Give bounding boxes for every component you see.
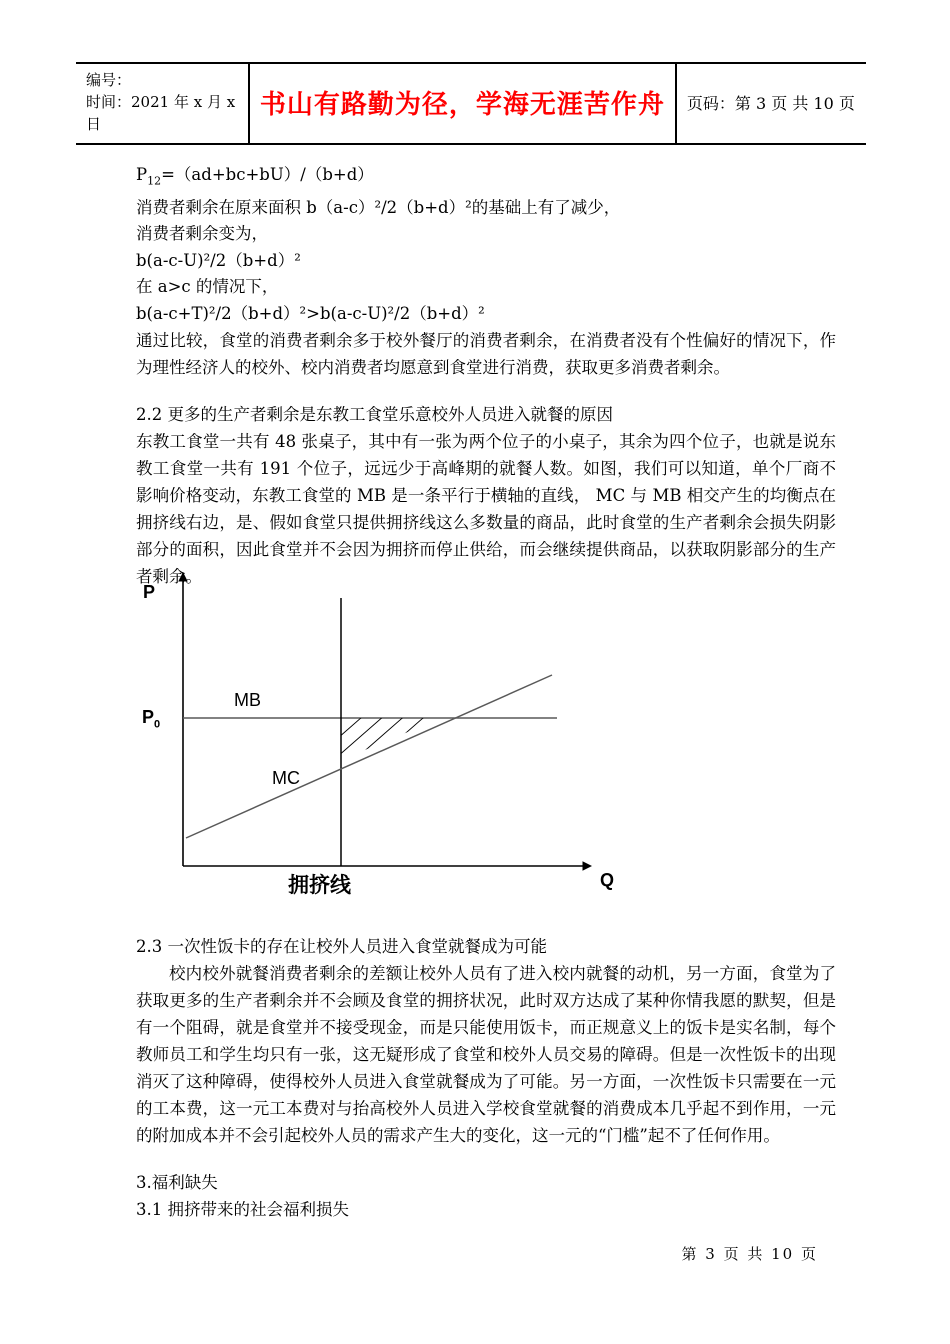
paragraph-3: 校内校外就餐消费者剩余的差额让校外人员有了进入校内就餐的动机，另一方面，食堂为了获取更多的生产者剩余并不会顾及食堂的拥挤状况，此时双方达成了某种你情我愿的默契，但是有一个阻碍，就是食堂并不接受现金，而是只能使用饭卡，而正规意义上的饭卡是实名制，每个教师员工和学生均只有一张，这无疑形成了食堂和校外人员交易的障碍。但是一次性饭卡的出现消灭了这种障碍，使得校外人员进入食堂就餐成为了可能。另一方面，一次性饭卡只需要在一元的工本费，这一元工本费对与抬高校外人员进入学校食堂就餐的消费成本几乎起不到作用，一元的附加成本并不会引起校外人员的需求产生大的变化，这一元的“门槛”起不了任何作用。 bbox=[136, 964, 836, 1145]
chart-mc-label: MC bbox=[272, 768, 300, 788]
header-slogan: 书山有路勤为径，学海无涯苦作舟 bbox=[259, 90, 665, 121]
chart-price-label-subscript: 0 bbox=[154, 718, 161, 731]
text-line-3: 消费者剩余变为， bbox=[136, 224, 268, 244]
header-time-label: 时间：2021 年 x 月 x 日 bbox=[86, 92, 236, 133]
paragraph-2: 东教工食堂一共有 48 张桌子，其中有一张为两个位子的小桌子，其余为四个位子，也就是说东教工食堂一共有 191 个位子，远远少于高峰期的就餐人数。如图，我们可以知道，单个厂商不影响价格变动，东教工食堂的 MB 是一条平行于横轴的直线， MC 与 MB 相交产生的均衡点在拥挤线右边，是、假如食堂只提供拥挤线这么多数量的商品，此时食堂的生产者剩余会损失阴影部分的面积，因此食堂并不会因为拥挤而停止供给，而会继续提供商品，以获取阴影部分的生产者剩余。 bbox=[136, 432, 836, 587]
heading-2-3: 2.3 一次性饭卡的存在让校外人员进入食堂就餐成为可能 bbox=[136, 937, 547, 956]
spacer-2 bbox=[136, 1149, 836, 1169]
page-header-table bbox=[76, 62, 866, 145]
heading-3: 3.福利缺失 bbox=[136, 1173, 218, 1192]
formula-line-4: b(a-c-U)²/2（b+d）² bbox=[136, 250, 301, 270]
chart-x-axis-label: Q bbox=[600, 870, 615, 890]
document-content bbox=[136, 162, 836, 590]
formula-line-6: b(a-c+T)²/2（b+d）²>b(a-c-U)²/2（b+d）² bbox=[136, 303, 485, 323]
page-header-row bbox=[76, 64, 866, 143]
spacer bbox=[136, 381, 836, 401]
document-content-lower bbox=[136, 933, 836, 1223]
chart-y-axis-label: P bbox=[143, 582, 156, 602]
chart-price-label-base: P bbox=[142, 707, 155, 727]
chart-crowding-line-label: 拥挤线 bbox=[288, 872, 351, 897]
heading-2-2: 2.2 更多的生产者剩余是东教工食堂乐意校外人员进入就餐的原因 bbox=[136, 405, 613, 425]
footer-page-text: 第 3 页 共 10 页 bbox=[681, 1245, 818, 1263]
figure-mb-mc-crowding-chart bbox=[136, 566, 656, 911]
text-line-5: 在 a>c 的情况下， bbox=[136, 277, 279, 297]
paragraph-1: 通过比较，食堂的消费者剩余多于校外餐厅的消费者剩余，在消费者没有个性偏好的情况下，作为理性经济人的校外、校内消费者均愿意到食堂进行消费，获取更多消费者剩余。 bbox=[136, 331, 836, 378]
chart-price-label bbox=[142, 707, 160, 731]
header-cell-meta bbox=[76, 64, 250, 143]
formula-1-rest: =（ad+bc+bU）/（b+d） bbox=[161, 165, 374, 184]
header-page-label: 页码：第 3 页 共 10 页 bbox=[686, 94, 855, 114]
header-number-label: 编号： bbox=[86, 71, 132, 89]
heading-3-1: 3.1 拥挤带来的社会福利损失 bbox=[136, 1200, 349, 1219]
formula-1-subscript: 12 bbox=[147, 174, 162, 188]
header-cell-slogan bbox=[250, 64, 677, 143]
chart-svg bbox=[136, 566, 656, 911]
chart-mb-label: MB bbox=[234, 690, 261, 710]
page-footer bbox=[136, 1243, 836, 1264]
header-cell-page bbox=[677, 64, 866, 143]
formula-line-1 bbox=[136, 162, 836, 195]
formula-1-base: P bbox=[136, 165, 148, 184]
text-line-2: 消费者剩余在原来面积 b（a-c）²/2（b+d）²的基础上有了减少， bbox=[136, 197, 621, 217]
